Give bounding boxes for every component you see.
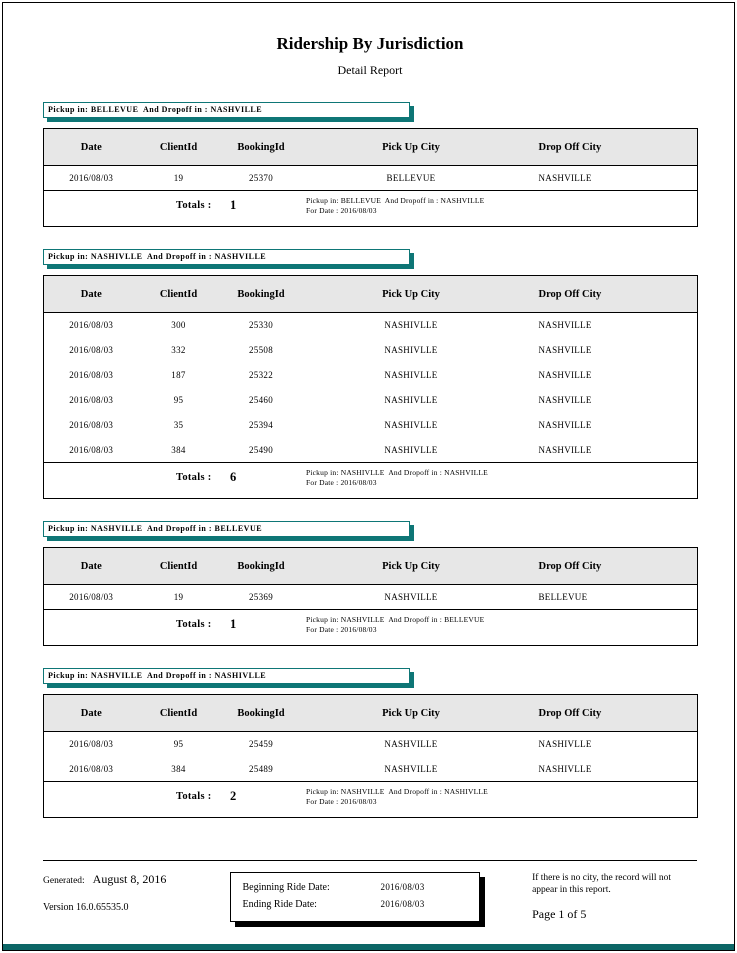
cell-date: 2016/08/03 xyxy=(69,420,114,430)
table-row xyxy=(44,338,698,363)
column-header-pickup-city: Pick Up City xyxy=(304,548,519,585)
cell-date: 2016/08/03 xyxy=(69,592,114,602)
totals-row xyxy=(44,191,698,227)
ride-date-box xyxy=(230,872,481,922)
table-header-row xyxy=(44,548,698,585)
cell-bookingid: 25370 xyxy=(249,173,273,183)
cell-dropoff-city: NASHVILLE xyxy=(538,345,592,355)
totals-note xyxy=(306,468,488,488)
cell-clientid: 19 xyxy=(173,173,184,183)
sections xyxy=(43,102,697,818)
bottom-teal-bar xyxy=(3,944,734,950)
cell-dropoff-city: NASHVILLE xyxy=(538,320,592,331)
table-totals xyxy=(44,782,698,818)
table-body xyxy=(44,585,698,610)
report-content xyxy=(0,34,737,818)
column-header-clientid: ClientId xyxy=(139,695,219,732)
column-header-clientid: ClientId xyxy=(139,276,219,313)
cell-pickup-city: NASHIVLLE xyxy=(384,345,438,355)
cell-bookingid: 25330 xyxy=(249,320,273,331)
beginning-ride-date-value: 2016/08/03 xyxy=(380,882,425,892)
cell-dropoff-city: NASHIVLLE xyxy=(538,763,592,774)
totals-area xyxy=(44,191,698,227)
table-totals xyxy=(44,610,698,646)
table-header xyxy=(44,276,698,313)
cell-date: 2016/08/03 xyxy=(69,173,114,183)
totals-note-line2: For Date : 2016/08/03 xyxy=(306,478,377,487)
totals-note xyxy=(306,787,488,807)
table-row xyxy=(44,438,698,463)
cell-date: 2016/08/03 xyxy=(69,739,114,750)
totals-note-line1: Pickup in: NASHVILLE And Dropoff in : NASHIVLLE xyxy=(306,787,488,796)
cell-clientid: 300 xyxy=(171,320,186,331)
totals-value: 1 xyxy=(230,617,237,631)
cell-pickup-city: NASHVILLE xyxy=(384,592,438,602)
cell-bookingid: 25394 xyxy=(249,420,273,430)
cell-date: 2016/08/03 xyxy=(69,320,114,331)
table-header-row xyxy=(44,276,698,313)
totals-note-line1: Pickup in: BELLEVUE And Dropoff in : NASHVILLE xyxy=(306,196,485,205)
totals-row xyxy=(44,463,698,499)
beginning-ride-date-label: Beginning Ride Date: xyxy=(242,882,330,893)
report-section xyxy=(43,249,697,499)
cell-dropoff-city: NASHVILLE xyxy=(538,395,592,405)
cell-clientid: 95 xyxy=(173,739,184,750)
table-row xyxy=(44,757,698,782)
table-row xyxy=(44,166,698,191)
cell-date: 2016/08/03 xyxy=(69,444,114,455)
cell-clientid: 19 xyxy=(173,592,184,602)
table-header xyxy=(44,548,698,585)
totals-area xyxy=(44,610,698,646)
table-row xyxy=(44,363,698,388)
totals-label: Totals : xyxy=(176,472,212,483)
report-section xyxy=(43,521,697,646)
ending-ride-date-row xyxy=(243,896,480,913)
detail-table xyxy=(43,128,698,227)
column-header-clientid: ClientId xyxy=(139,129,219,166)
generated-date: August 8, 2016 xyxy=(92,872,167,886)
column-header-bookingid: BookingId xyxy=(219,695,304,732)
cell-dropoff-city: NASHVILLE xyxy=(538,173,592,183)
cell-bookingid: 25459 xyxy=(249,739,273,750)
cell-date: 2016/08/03 xyxy=(69,370,114,380)
cell-clientid: 95 xyxy=(173,395,184,405)
cell-pickup-city: NASHIVLLE xyxy=(384,420,438,430)
column-header-date: Date xyxy=(44,129,139,166)
column-header-dropoff-city: Drop Off City xyxy=(519,129,698,166)
cell-clientid: 35 xyxy=(173,420,184,430)
totals-value: 6 xyxy=(230,470,237,484)
footer-row xyxy=(43,872,697,922)
table-totals xyxy=(44,191,698,227)
totals-label: Totals : xyxy=(176,619,212,630)
totals-label: Totals : xyxy=(176,200,212,211)
cell-dropoff-city: NASHIVLLE xyxy=(538,739,592,750)
section-band: Pickup in: BELLEVUE And Dropoff in : NASHVILLE xyxy=(43,102,410,118)
cell-clientid: 384 xyxy=(171,763,186,774)
cell-pickup-city: NASHIVLLE xyxy=(384,320,438,331)
column-header-pickup-city: Pick Up City xyxy=(304,129,519,166)
cell-dropoff-city: NASHVILLE xyxy=(538,370,592,380)
column-header-date: Date xyxy=(44,276,139,313)
cell-pickup-city: BELLEVUE xyxy=(386,173,436,183)
totals-note xyxy=(306,615,484,635)
column-header-clientid: ClientId xyxy=(139,548,219,585)
no-city-note: If there is no city, the record will not appear in this report. xyxy=(532,873,672,895)
report-section xyxy=(43,102,697,227)
generated-label: Generated: xyxy=(43,876,85,886)
totals-label: Totals : xyxy=(176,791,212,802)
cell-dropoff-city: NASHVILLE xyxy=(538,420,592,430)
beginning-ride-date-row xyxy=(243,879,480,896)
detail-table xyxy=(43,694,698,818)
page-footer xyxy=(43,860,697,922)
cell-pickup-city: NASHVILLE xyxy=(384,763,438,774)
cell-date: 2016/08/03 xyxy=(69,345,114,355)
footer-right-block xyxy=(532,872,697,922)
version-text: Version 16.0.65535.0 xyxy=(43,902,129,913)
totals-row xyxy=(44,782,698,818)
table-row xyxy=(44,388,698,413)
report-section xyxy=(43,668,697,818)
table-header xyxy=(44,695,698,732)
cell-bookingid: 25460 xyxy=(249,395,273,405)
page-title: Ridership By Jurisdiction xyxy=(276,34,464,53)
cell-bookingid: 25489 xyxy=(249,763,273,774)
generated-line xyxy=(43,872,230,887)
totals-note-line2: For Date : 2016/08/03 xyxy=(306,625,377,634)
table-row xyxy=(44,413,698,438)
column-header-bookingid: BookingId xyxy=(219,548,304,585)
cell-date: 2016/08/03 xyxy=(69,763,114,774)
ending-ride-date-label: Ending Ride Date: xyxy=(242,899,317,910)
cell-clientid: 187 xyxy=(171,370,186,380)
totals-area xyxy=(44,463,698,499)
table-header xyxy=(44,129,698,166)
totals-row xyxy=(44,610,698,646)
cell-pickup-city: NASHIVLLE xyxy=(384,370,438,380)
totals-note-line1: Pickup in: NASHIVLLE And Dropoff in : NASHVILLE xyxy=(306,468,488,477)
table-header-row xyxy=(44,695,698,732)
section-band: Pickup in: NASHVILLE And Dropoff in : NASHIVLLE xyxy=(43,668,410,684)
totals-value: 1 xyxy=(230,198,237,212)
cell-dropoff-city: BELLEVUE xyxy=(538,592,588,602)
detail-table xyxy=(43,275,698,499)
table-row xyxy=(44,313,698,338)
cell-pickup-city: NASHIVLLE xyxy=(384,395,438,405)
table-row xyxy=(44,585,698,610)
column-header-pickup-city: Pick Up City xyxy=(304,276,519,313)
column-header-date: Date xyxy=(44,548,139,585)
cell-dropoff-city: NASHVILLE xyxy=(538,444,592,455)
cell-pickup-city: NASHVILLE xyxy=(384,739,438,750)
table-header-row xyxy=(44,129,698,166)
cell-clientid: 384 xyxy=(171,444,186,455)
cell-date: 2016/08/03 xyxy=(69,395,114,405)
section-band: Pickup in: NASHVILLE And Dropoff in : BELLEVUE xyxy=(43,521,410,537)
page-number: Page 1 of 5 xyxy=(532,907,587,921)
cell-bookingid: 25369 xyxy=(249,592,273,602)
table-totals xyxy=(44,463,698,499)
cell-pickup-city: NASHIVLLE xyxy=(384,444,438,455)
cell-bookingid: 25508 xyxy=(249,345,273,355)
cell-clientid: 332 xyxy=(171,345,186,355)
ending-ride-date-value: 2016/08/03 xyxy=(380,899,425,909)
totals-note xyxy=(306,196,484,216)
table-body xyxy=(44,732,698,782)
column-header-dropoff-city: Drop Off City xyxy=(519,548,698,585)
column-header-bookingid: BookingId xyxy=(219,129,304,166)
cell-bookingid: 25322 xyxy=(249,370,273,380)
cell-bookingid: 25490 xyxy=(249,444,273,455)
totals-value: 2 xyxy=(230,789,237,803)
column-header-pickup-city: Pick Up City xyxy=(304,695,519,732)
column-header-bookingid: BookingId xyxy=(219,276,304,313)
totals-note-line2: For Date : 2016/08/03 xyxy=(306,206,377,215)
detail-table xyxy=(43,547,698,646)
table-body xyxy=(44,313,698,463)
table-row xyxy=(44,732,698,757)
column-header-dropoff-city: Drop Off City xyxy=(519,276,698,313)
totals-area xyxy=(44,782,698,818)
column-header-date: Date xyxy=(44,695,139,732)
totals-note-line1: Pickup in: NASHVILLE And Dropoff in : BELLEVUE xyxy=(306,615,485,624)
footer-left-block xyxy=(43,872,230,913)
section-band: Pickup in: NASHIVLLE And Dropoff in : NASHVILLE xyxy=(43,249,410,265)
page-subtitle: Detail Report xyxy=(337,63,403,77)
totals-note-line2: For Date : 2016/08/03 xyxy=(306,797,377,806)
table-body xyxy=(44,166,698,191)
column-header-dropoff-city: Drop Off City xyxy=(519,695,698,732)
